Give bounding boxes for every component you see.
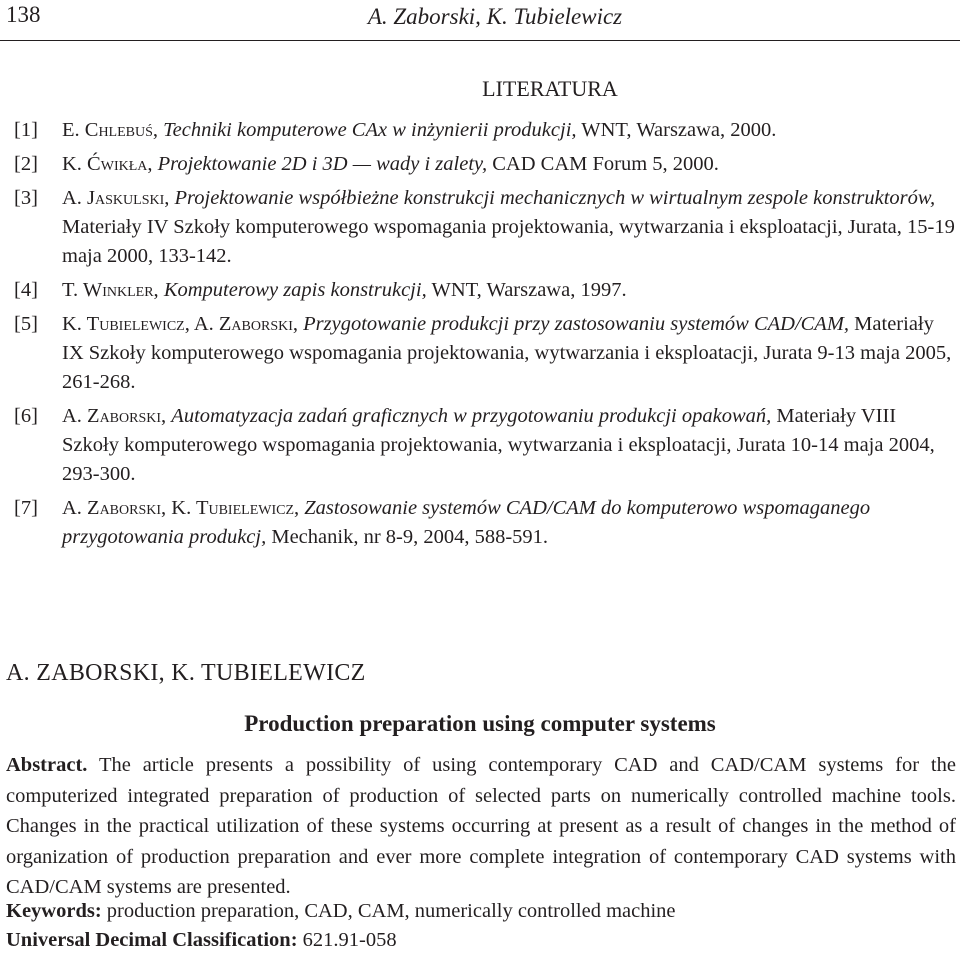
reference-details: Materiały IV Szkoły komputerowego wspomagania projektowania, wytwarzania i eksploatacji, Jurata, 15-19 maja 2000, 133-142.	[62, 216, 955, 267]
running-head: A. Zaborski, K. Tubielewicz	[367, 4, 623, 29]
reference-item	[14, 150, 956, 179]
page-number: 138	[6, 2, 41, 27]
udc-text: 621.91-058	[302, 929, 397, 951]
english-title: Production preparation using computer systems	[244, 711, 716, 736]
udc-line	[6, 929, 397, 952]
reference-title: Automatyzacja zadań graficznych w przygotowaniu produkcji opakowań,	[171, 405, 772, 427]
english-authors: A. ZABORSKI, K. TUBIELEWICZ	[6, 660, 366, 686]
reference-title: Techniki komputerowe CAx w inżynierii produkcji,	[163, 119, 577, 141]
reference-item	[14, 184, 956, 271]
reference-author: A. Jaskulski,	[62, 187, 170, 209]
reference-details: WNT, Warszawa, 2000.	[581, 119, 777, 141]
reference-number: [3]	[14, 187, 38, 209]
reference-number: [4]	[14, 279, 38, 301]
reference-author: E. Chlebuś,	[62, 119, 159, 141]
reference-number: [2]	[14, 153, 38, 175]
keywords-line	[6, 900, 676, 923]
reference-author: T. Winkler,	[62, 279, 159, 301]
abstract	[6, 750, 956, 903]
reference-details: WNT, Warszawa, 1997.	[431, 279, 627, 301]
reference-details: Materiały IX Szkoły komputerowego wspomagania projektowania, wytwarzania i eksploatacji, Jurata 9-13 maja 2005, 261-268.	[62, 313, 952, 393]
reference-number: [7]	[14, 497, 38, 519]
reference-title: Projektowanie 2D i 3D — wady i zalety,	[157, 153, 488, 175]
reference-title: Przygotowanie produkcji przy zastosowaniu systemów CAD/CAM,	[303, 313, 850, 335]
abstract-label: Abstract.	[6, 754, 88, 776]
abstract-text: The article presents a possibility of using contemporary CAD and CAD/CAM systems for the computerized integrated preparation of production of selected parts on numerically controlled machine tools. Changes in the practical utilization of these systems occurring at present as a result of changes in the method of organization of production preparation and ever more complete integration of contemporary CAD systems with CAD/CAM systems are presented.	[6, 754, 956, 898]
reference-list	[14, 116, 956, 557]
reference-item	[14, 116, 956, 145]
reference-item	[14, 494, 956, 552]
reference-title: Zastosowanie systemów CAD/CAM do komputerowo wspomaganego przygotowania produkcj,	[62, 497, 871, 548]
reference-author: K. Ćwikła,	[62, 153, 153, 175]
reference-author: K. Tubielewicz, A. Zaborski,	[62, 313, 299, 335]
reference-number: [1]	[14, 119, 38, 141]
reference-title: Komputerowy zapis konstrukcji,	[163, 279, 427, 301]
reference-number: [6]	[14, 405, 38, 427]
reference-details: CAD CAM Forum 5, 2000.	[492, 153, 719, 175]
reference-author: A. Zaborski,	[62, 405, 167, 427]
keywords-label: Keywords:	[6, 900, 102, 922]
reference-item	[14, 310, 956, 397]
reference-details: Materiały VIII Szkoły komputerowego wspomagania projektowania, wytwarzania i eksploatacji, Jurata 10-14 maja 2004, 293-300.	[62, 405, 935, 485]
reference-details: Mechanik, nr 8-9, 2004, 588-591.	[271, 526, 549, 548]
literature-heading: LITERATURA	[482, 76, 618, 101]
reference-author: A. Zaborski, K. Tubielewicz,	[62, 497, 300, 519]
reference-item	[14, 402, 956, 489]
reference-item	[14, 276, 956, 305]
reference-number: [5]	[14, 313, 38, 335]
udc-label: Universal Decimal Classification:	[6, 929, 298, 951]
reference-title: Projektowanie współbieżne konstrukcji mechanicznych w wirtualnym zespole konstruktorów,	[174, 187, 936, 209]
page-header	[0, 0, 960, 41]
keywords-text: production preparation, CAD, CAM, numerically controlled machine	[106, 900, 676, 922]
